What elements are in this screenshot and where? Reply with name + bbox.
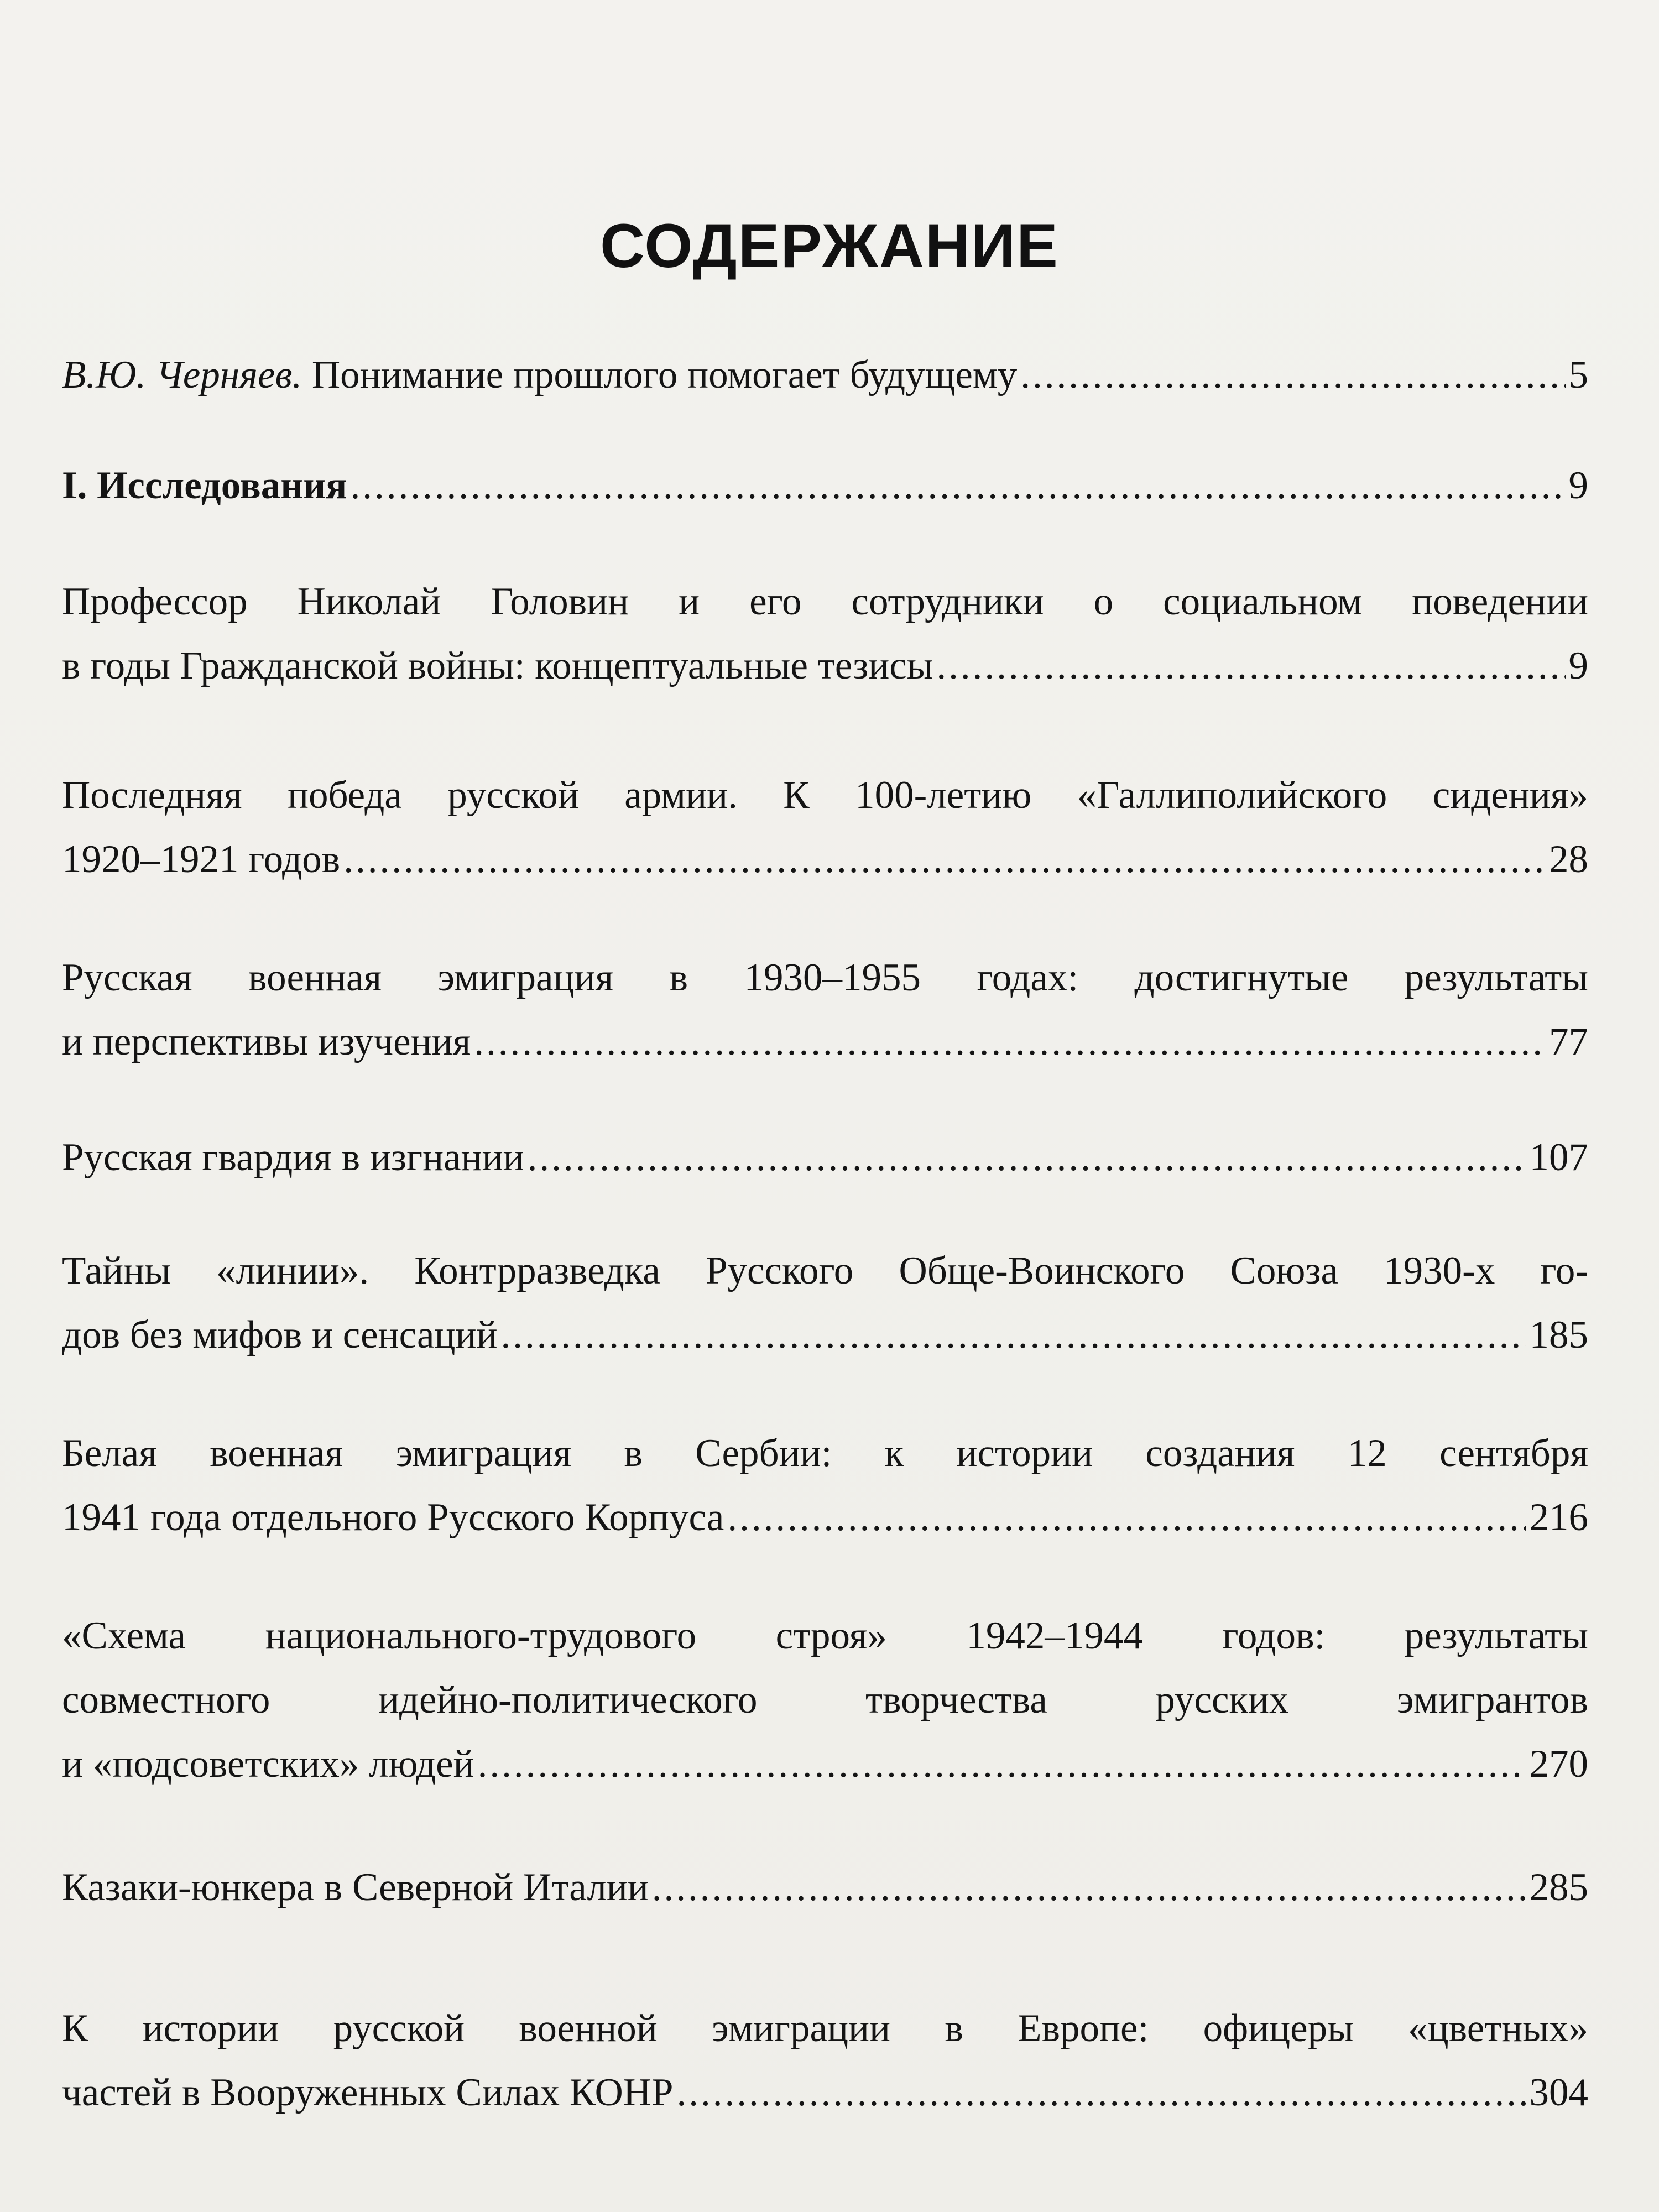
toc-page-number: 216 xyxy=(1529,1496,1588,1539)
toc-entry-first-line: Профессор Николай Головин и его сотрудники о социальном поведении xyxy=(62,580,1588,623)
toc-entry-first-line: Белая военная эмиграция в Сербии: к истории создания 12 сентября xyxy=(62,1432,1588,1475)
dot-leader xyxy=(500,1303,1526,1367)
dot-leader xyxy=(478,1732,1526,1796)
toc-page-number: 185 xyxy=(1529,1313,1588,1357)
toc-entry-title: Казаки-юнкера в Северной Италии xyxy=(62,1866,649,1909)
toc-entry-last-line: в годы Гражданской войны: концептуальные тезисы xyxy=(62,644,933,687)
toc-line xyxy=(62,1485,1588,1550)
toc-page-number: 270 xyxy=(1529,1743,1588,1786)
toc-page-number: 28 xyxy=(1549,838,1588,881)
toc-entry-title: Русская гвардия в изгнании xyxy=(62,1136,524,1179)
toc-entry xyxy=(62,763,1588,891)
toc-entry-first-line: К истории русской военной эмиграции в Европе: офицеры «цветных» xyxy=(62,2007,1588,2050)
toc-entry xyxy=(62,1604,1588,1796)
dot-leader xyxy=(936,634,1565,698)
toc-line xyxy=(62,2060,1588,2125)
dot-leader xyxy=(677,2060,1526,2125)
toc-page-number: 304 xyxy=(1529,2071,1588,2114)
toc-entry-first-line: Последняя победа русской армии. К 100-летию «Галлиполийского сидения» xyxy=(62,774,1588,817)
dot-leader xyxy=(652,1855,1526,1919)
dot-leader xyxy=(474,1010,1546,1074)
dot-leader xyxy=(528,1125,1526,1190)
toc-entry xyxy=(62,1125,1588,1190)
toc-entry-author: В.Ю. Черняев. xyxy=(62,353,302,397)
toc-entry-first-line: «Схема национального-трудового строя» 1942–1944 годов: результаты xyxy=(62,1614,1588,1657)
toc-page-number: 9 xyxy=(1568,464,1588,507)
toc-entry xyxy=(62,1239,1588,1367)
toc-entry xyxy=(62,946,1588,1074)
dot-leader xyxy=(1020,343,1565,407)
toc-line xyxy=(62,1010,1588,1074)
toc-line xyxy=(62,1732,1588,1796)
toc-entry xyxy=(62,1855,1588,1919)
toc-entry-last-line: дов без мифов и сенсаций xyxy=(62,1313,498,1357)
dot-leader xyxy=(727,1485,1526,1550)
toc-page-number: 107 xyxy=(1529,1136,1588,1179)
dot-leader xyxy=(351,453,1566,518)
page-title: СОДЕРЖАНИЕ xyxy=(600,211,1059,280)
dot-leader xyxy=(343,827,1546,891)
toc-entry-text xyxy=(62,343,1017,407)
toc-entry-last-line: частей в Вооруженных Силах КОНР xyxy=(62,2071,674,2114)
toc-entry xyxy=(62,1996,1588,2125)
toc-entry-preface xyxy=(62,343,1588,407)
toc-entry-first-line: Тайны «линии». Контрразведка Русского Обще-Воинского Союза 1930-х го- xyxy=(62,1249,1588,1292)
toc-page-number: 9 xyxy=(1568,644,1588,687)
toc-entry-last-line: и «подсоветских» людей xyxy=(62,1743,474,1786)
toc-page-number: 77 xyxy=(1549,1020,1588,1063)
toc-entry xyxy=(62,570,1588,698)
toc-entry-last-line: 1920–1921 годов xyxy=(62,838,341,881)
toc-page-number: 5 xyxy=(1568,353,1588,397)
toc-line xyxy=(62,827,1588,891)
toc-section-heading xyxy=(62,453,1588,518)
toc-line xyxy=(62,343,1588,407)
toc-entry xyxy=(62,1421,1588,1550)
toc-entry-first-line: Русская военная эмиграция в 1930–1955 годах: достигнутые результаты xyxy=(62,956,1588,999)
toc-entry-second-line: совместного идейно-политического творчества русских эмигрантов xyxy=(62,1678,1588,1721)
toc-line xyxy=(62,453,1588,518)
toc-entry-title: I. Исследования xyxy=(62,464,347,507)
toc-line xyxy=(62,1855,1588,1919)
toc-line xyxy=(62,634,1588,698)
toc-line xyxy=(62,1125,1588,1190)
toc-entry-last-line: и перспективы изучения xyxy=(62,1020,471,1063)
toc-entry-last-line: 1941 года отдельного Русского Корпуса xyxy=(62,1496,724,1539)
toc-page-number: 285 xyxy=(1529,1866,1588,1909)
toc-line xyxy=(62,1303,1588,1367)
toc-entry-title: Понимание прошлого помогает будущему xyxy=(311,353,1018,397)
